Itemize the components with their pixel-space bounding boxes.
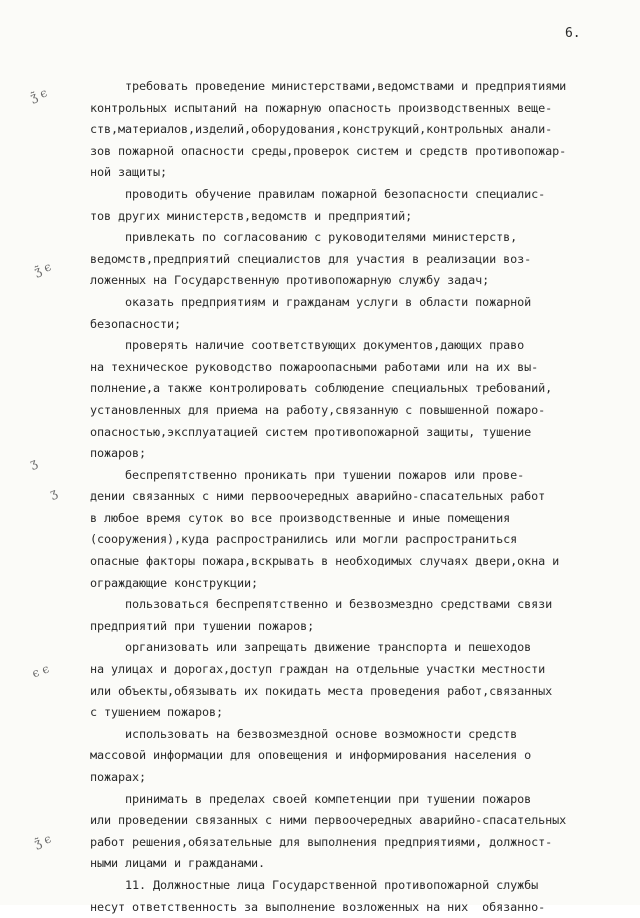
- text-line: предприятий при тушении пожаров;: [90, 618, 315, 633]
- text-line: ведомств,предприятий специалистов для участия в реализации воз-: [90, 251, 532, 266]
- text-line: ной защиты;: [90, 165, 168, 180]
- text-line: пожарах;: [90, 770, 147, 784]
- text-line: пожаров;: [90, 446, 147, 461]
- text-line: беспрепятственно проникать при тушении пожаров или прове-: [90, 467, 525, 482]
- text-line: проводить обучение правилам пожарной безопасности специалис-: [90, 186, 546, 201]
- text-line: проверять наличие соответствующих документов,дающих право: [90, 338, 525, 353]
- text-line: на техническое руководство пожароопасными работами или на их вы-: [90, 359, 539, 374]
- text-line: ств,материалов,изделий,оборудования,конструкций,контрольных анали-: [90, 122, 553, 137]
- page-number: 6.: [565, 26, 581, 41]
- text-line: требовать проведение министерствами,ведомствами и предприятиями: [90, 79, 567, 93]
- text-line: несут ответственность за выполнение возложенных на них обязанно-: [90, 899, 546, 914]
- margin-mark: ӡ̃ ϵ: [32, 259, 53, 279]
- document-body: [90, 76, 630, 918]
- text-line: дении связанных с ними первоочередных аварийно-спасательных работ: [90, 489, 546, 504]
- margin-mark: ϵ ϵ: [30, 661, 51, 681]
- text-line: или объекты,обязывать их покидать места проведения работ,связанных: [90, 683, 553, 698]
- text-line: массовой информации для оповещения и информирования населения о: [90, 748, 532, 763]
- text-line: оказать предприятиям и гражданам услуги в области пожарной: [90, 294, 532, 309]
- text-line: привлекать по согласованию с руководителями министерств,: [90, 230, 518, 245]
- text-line: пользоваться беспрепятственно и безвозмездно средствами связи: [90, 597, 553, 612]
- text-line: безопасности;: [90, 316, 182, 331]
- text-line: ограждающие конструкции;: [90, 575, 259, 590]
- text-line: с тушением пожаров;: [90, 705, 224, 720]
- text-line: принимать в пределах своей компетенции при тушении пожаров: [90, 791, 532, 806]
- margin-mark: ӡ: [47, 485, 59, 501]
- margin-mark: ӡ̃ ϵ: [32, 831, 53, 851]
- text-line: на улицах и дорогах,доступ граждан на отдельные участки местности: [90, 662, 546, 677]
- margin-mark: ӡ̃ ϵ: [28, 85, 49, 105]
- text-line: тов других министерств,ведомств и предприятий;: [90, 208, 413, 223]
- text-line: контрольных испытаний на пожарную опасность производственных веще-: [90, 100, 553, 115]
- text-line: или проведении связанных с ними первоочередных аварийно-спасательных: [90, 813, 567, 828]
- text-line: полнение,а также контролировать соблюдение специальных требований,: [90, 381, 553, 396]
- text-line: организовать или запрещать движение транспорта и пешеходов: [90, 640, 532, 655]
- text-line: опасные факторы пожара,вскрывать в необходимых случаях двери,окна и: [90, 554, 560, 569]
- text-line: работ решения,обязательные для выполнения предприятиями, должност-: [90, 834, 553, 849]
- text-line: использовать на безвозмездной основе возможности средств: [90, 726, 518, 741]
- text-line: зов пожарной опасности среды,проверок систем и средств противопожар-: [90, 143, 567, 158]
- text-line: 11. Должностные лица Государственной противопожарной службы: [90, 877, 539, 892]
- text-line: (сооружения),куда распространились или могли распространиться: [90, 532, 518, 547]
- text-line: опасностью,эксплуатацией систем противопожарной защиты, тушение: [90, 424, 532, 439]
- text-line: ными лицами и гражданами.: [90, 856, 266, 871]
- text-line: установленных для приема на работу,связанную с повышенной пожаро-: [90, 402, 546, 417]
- text-line: ложенных на Государственную противопожарную службу задач;: [90, 273, 490, 288]
- text-line: в любое время суток во все производственные и иные помещения: [90, 510, 511, 525]
- margin-mark: ӡ: [27, 455, 39, 471]
